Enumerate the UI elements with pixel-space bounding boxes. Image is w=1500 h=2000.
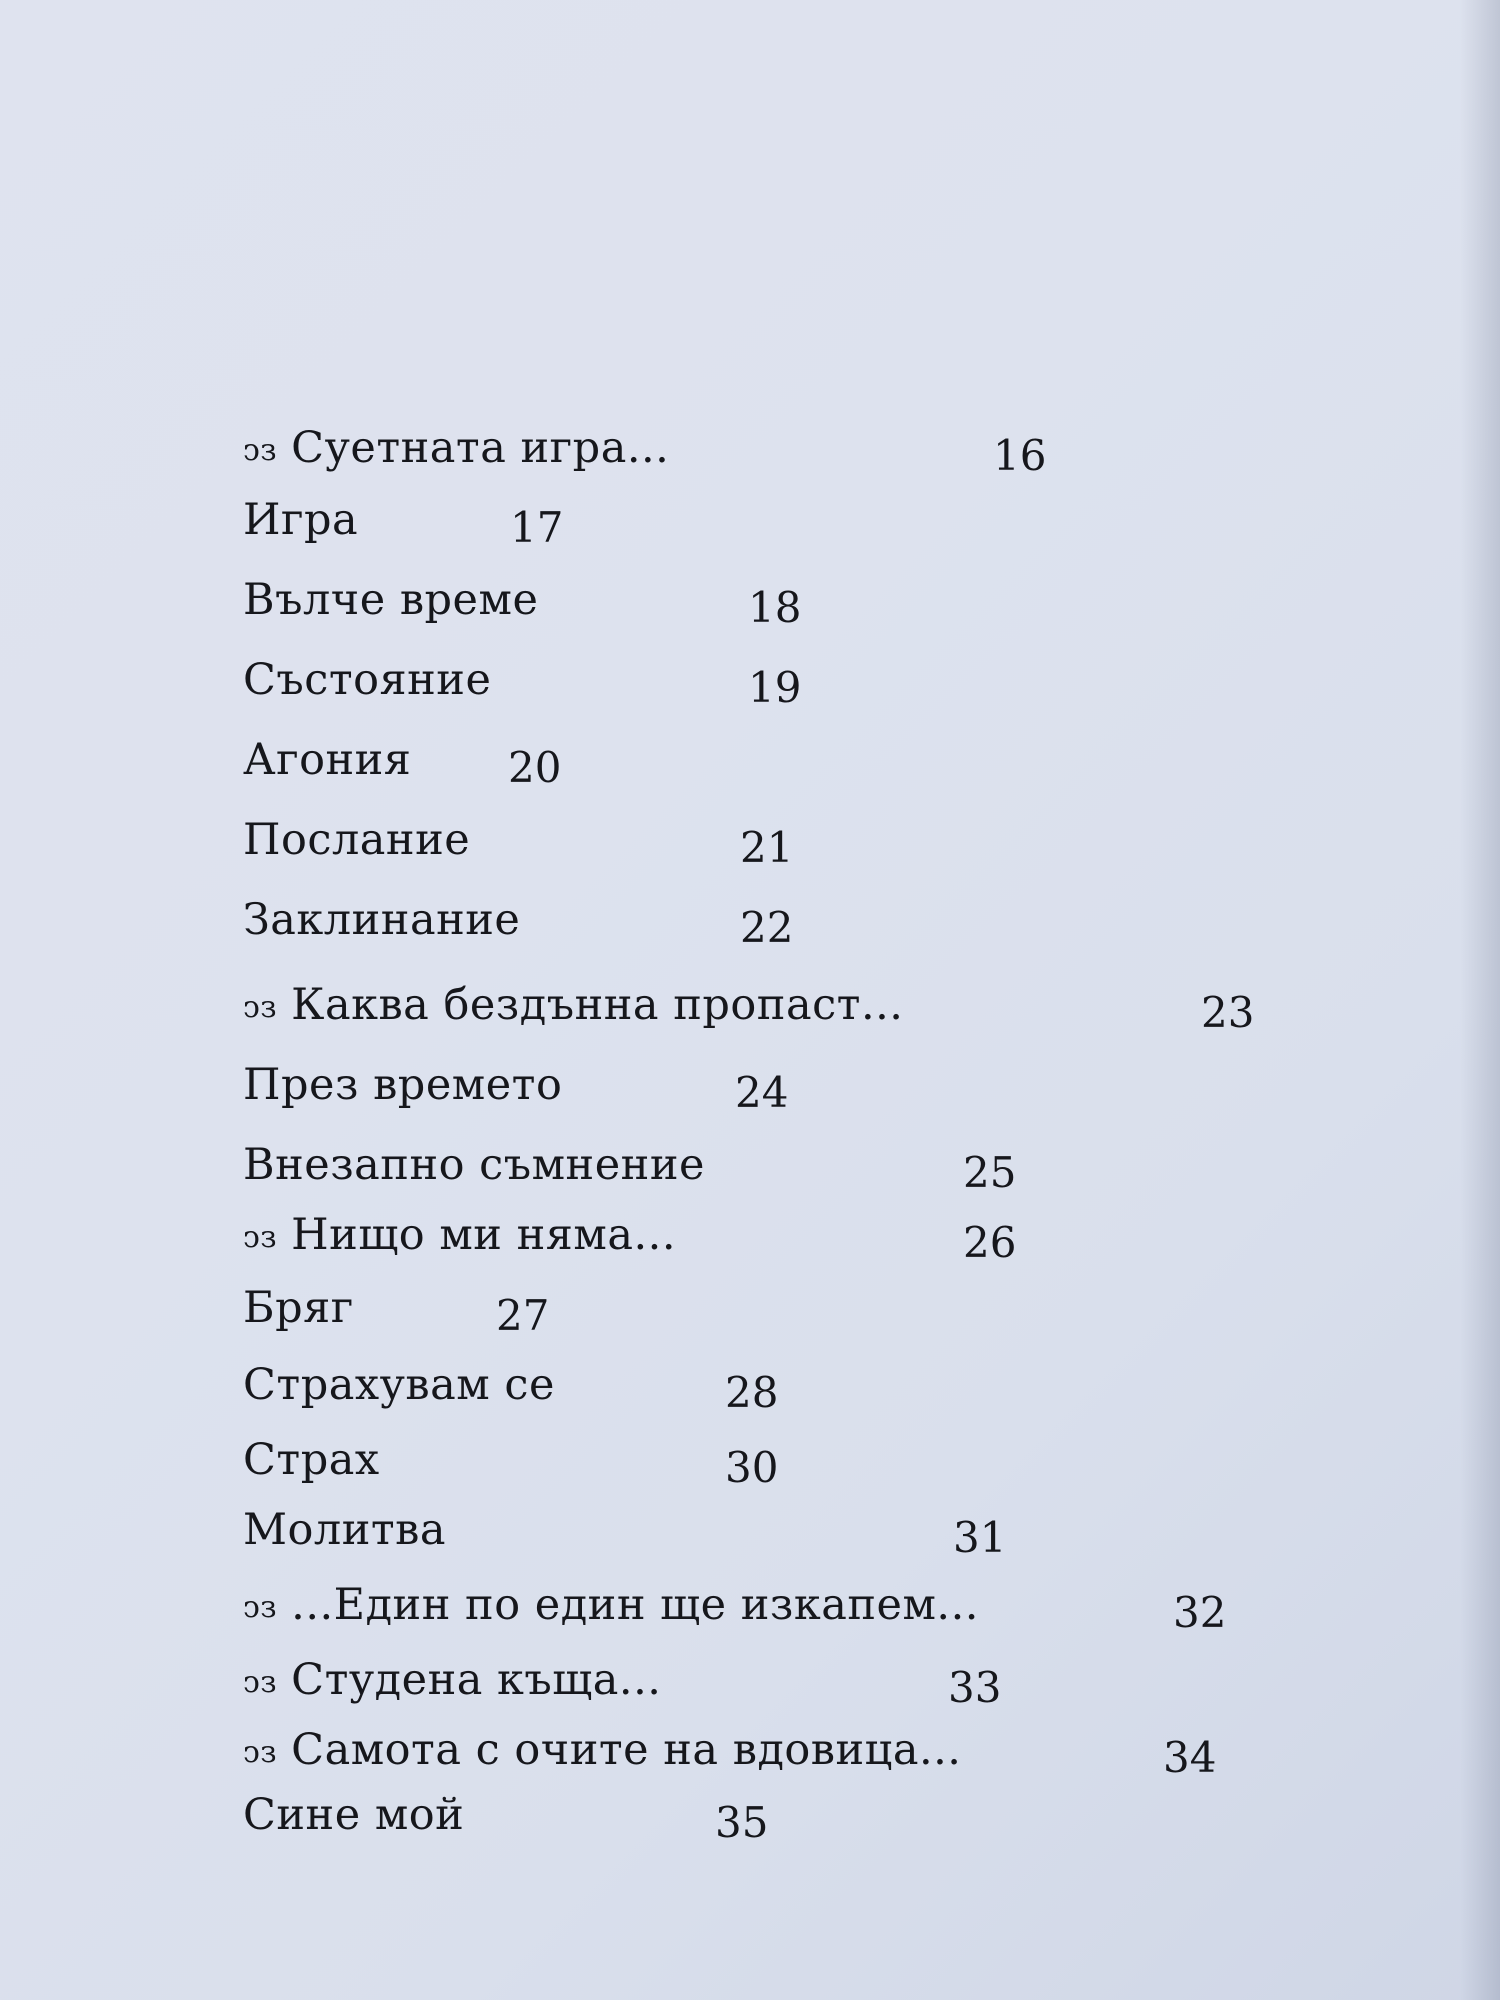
toc-entry-page: 22 [740, 903, 794, 952]
toc-entry-title: Внезапно съмнение [243, 1140, 705, 1190]
toc-entry-page: 32 [1173, 1588, 1227, 1637]
ornament-icon: ↄз [243, 1220, 278, 1255]
ornament-icon: ↄз [243, 433, 278, 468]
toc-entry-page: 20 [508, 743, 562, 792]
toc-entry-page: 33 [948, 1663, 1002, 1712]
toc-entry-page: 16 [993, 431, 1047, 480]
ornament-icon: ↄз [243, 1735, 278, 1770]
ornament-icon: ↄз [243, 1665, 278, 1700]
toc-entry-title: Молитва [243, 1505, 447, 1555]
toc-entry-title: Сине мой [243, 1790, 465, 1840]
toc-entry-title: През времето [243, 1060, 563, 1110]
toc-entry-title: Вълче време [243, 575, 539, 625]
toc-entry-page: 31 [953, 1513, 1007, 1562]
toc-entry-page: 18 [748, 583, 802, 632]
toc-entry-title: Страх [243, 1435, 380, 1485]
toc-entry-page: 34 [1163, 1733, 1217, 1782]
toc-entry-page: 17 [510, 503, 564, 552]
toc-entry-title: ↄз Суетната игра... [243, 423, 670, 473]
toc-entry-page: 26 [963, 1218, 1017, 1267]
toc-entry-page: 28 [725, 1368, 779, 1417]
toc-entry-title: Агония [243, 735, 412, 785]
toc-entry-title: ↄз Каква бездънна пропаст... [243, 980, 904, 1030]
toc-entry-title: Игра [243, 495, 359, 545]
ornament-icon: ↄз [243, 1590, 278, 1625]
toc-entry-title: ↄз Самота с очите на вдовица... [243, 1725, 962, 1775]
toc-entry-page: 30 [725, 1443, 779, 1492]
toc-entry-title: Заклинание [243, 895, 521, 945]
toc-entry-title: ↄз Студена къща... [243, 1655, 662, 1705]
toc-entry-page: 27 [496, 1291, 550, 1340]
toc-entry-title: Бряг [243, 1283, 354, 1333]
toc-entry-page: 21 [740, 823, 794, 872]
toc-entry-page: 19 [748, 663, 802, 712]
toc-entry-title: ↄз ...Един по един ще изкапем... [243, 1580, 979, 1630]
toc-entry-page: 25 [963, 1148, 1017, 1197]
toc-entry-title: Състояние [243, 655, 492, 705]
toc-entry-page: 23 [1201, 988, 1255, 1037]
toc-entry-title: Послание [243, 815, 471, 865]
toc-entry-page: 35 [715, 1798, 769, 1847]
toc-entry-page: 24 [735, 1068, 789, 1117]
ornament-icon: ↄз [243, 990, 278, 1025]
toc-entry-title: ↄз Нищо ми няма... [243, 1210, 677, 1260]
toc-entry-title: Страхувам се [243, 1360, 555, 1410]
